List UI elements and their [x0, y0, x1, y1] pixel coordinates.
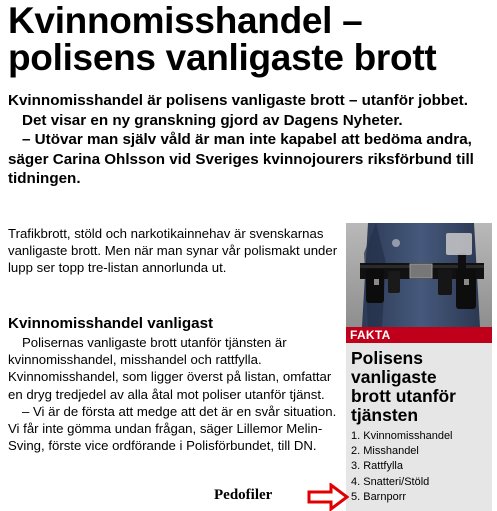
lead-text-1: Kvinnomisshandel är polisens vanligaste brott – utanför jobbet. [8, 92, 468, 109]
section-body [8, 334, 338, 454]
intro-paragraph [8, 225, 338, 277]
fact-list-item: 1. Kvinnomisshandel [351, 430, 453, 442]
fact-list-item: 2. Misshandel [351, 445, 419, 458]
fact-title-line-4: tjänsten [351, 405, 419, 425]
intro-text: Trafikbrott, stöld och narkotikainnehav är svenskarnas vanligaste brott. Men när man synar vår polismakt under lupp ser topp tre-listan annorlunda ut. [8, 226, 338, 276]
fact-list [351, 429, 492, 505]
annotation-text: Pedofiler [214, 487, 273, 503]
section-text-2: – Vi är de första att medge att det är en svår situation. Vi får inte gömma undan frågan, säger Lillemor Melin-Sving, förste vice ordförande i Polisförbundet, till DN. [8, 403, 337, 454]
lead-paragraph [8, 91, 488, 189]
fact-title-line-2: vanligaste [351, 367, 437, 387]
right-arrow-icon [307, 483, 349, 511]
fact-list-item: 4. Snatteri/Stöld [351, 475, 430, 488]
police-belt-photo [346, 223, 492, 327]
fact-label: FAKTA [346, 327, 492, 343]
lead-text-2: Det visar en ny granskning gjord av Dagens Nyheter. [22, 111, 403, 129]
headline [8, 2, 493, 76]
section-heading: Kvinnomisshandel vanligast [8, 315, 214, 332]
fact-title-line-1: Polisens [351, 348, 423, 368]
fact-box [346, 327, 492, 511]
police-belt-illustration [346, 223, 492, 327]
fact-list-item: 5. Barnporr [351, 490, 407, 503]
lead-text-3: – Utövar man själv våld är man inte kapabel att bedöma andra, säger Carina Ohlsson vid Sveriges kvinnojourers riksförbund till tidningen. [8, 131, 474, 187]
fact-title-line-3: brott utanför [351, 386, 456, 406]
headline-line-1: Kvinnomisshandel – [8, 0, 363, 41]
fact-list-item: 3. Rattfylla [351, 460, 403, 473]
fact-title [351, 349, 492, 425]
section-text-1: Polisernas vanligaste brott utanför tjänsten är kvinnomisshandel, misshandel och rattfylla. Kvinnomisshandel, som ligger överst på listan, omfattar en dryg tredjedel av alla åtal mot poliser utanför tjänst. [8, 335, 332, 402]
headline-line-2: polisens vanligaste brott [8, 37, 437, 78]
